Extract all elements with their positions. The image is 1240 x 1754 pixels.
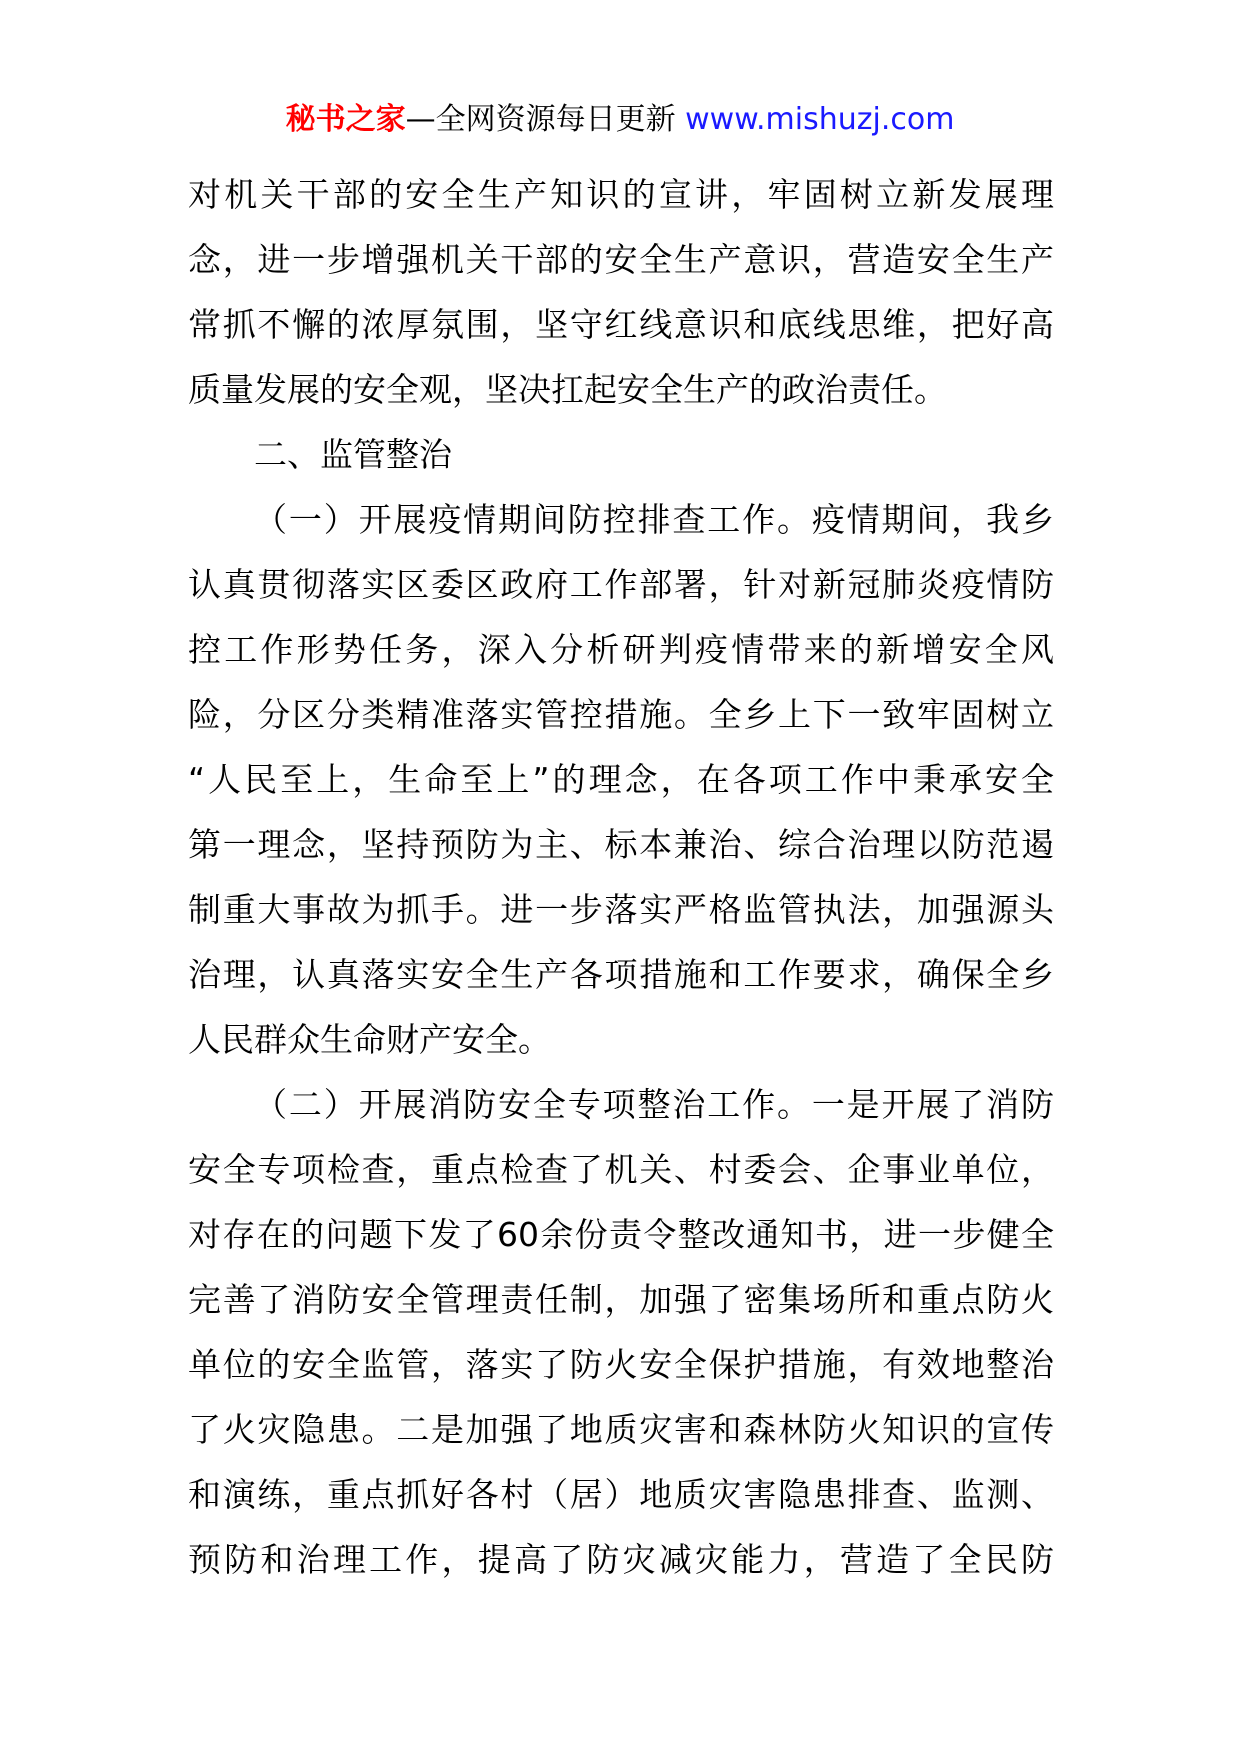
section-heading: 二、监管整治 bbox=[254, 435, 452, 474]
page-header bbox=[0, 98, 1240, 142]
text-line: 常抓不懈的浓厚氛围，坚守红线意识和底线思维，把好高 bbox=[188, 305, 1054, 344]
text-line: 对机关干部的安全生产知识的宣讲，牢固树立新发展理 bbox=[188, 175, 1054, 214]
text-line: 念，进一步增强机关干部的安全生产意识，营造安全生产 bbox=[188, 240, 1054, 279]
text-line: 对存在的问题下发了60余份责令整改通知书，进一步健全 bbox=[188, 1215, 1054, 1254]
brand-name: 秘书之家 bbox=[285, 102, 406, 137]
text-line: 和演练，重点抓好各村（居）地质灾害隐患排查、监测、 bbox=[188, 1475, 1054, 1514]
document-body bbox=[188, 162, 1054, 1592]
text-line: 了火灾隐患。二是加强了地质灾害和森林防火知识的宣传 bbox=[188, 1410, 1054, 1449]
text-line: （一）开展疫情期间防控排查工作。疫情期间，我乡 bbox=[254, 500, 1054, 539]
text-line: 险，分区分类精准落实管控措施。全乡上下一致牢固树立 bbox=[188, 695, 1054, 734]
text-line: 预防和治理工作，提高了防灾减灾能力，营造了全民防 bbox=[188, 1540, 1054, 1579]
text-line: “人民至上，生命至上”的理念，在各项工作中秉承安全 bbox=[188, 760, 1054, 799]
text-line: 治理，认真落实安全生产各项措施和工作要求，确保全乡 bbox=[188, 955, 1054, 994]
text-line: （二）开展消防安全专项整治工作。一是开展了消防 bbox=[254, 1085, 1054, 1124]
text-line: 单位的安全监管，落实了防火安全保护措施，有效地整治 bbox=[188, 1345, 1054, 1384]
text-line: 安全专项检查，重点检查了机关、村委会、企事业单位， bbox=[188, 1150, 1054, 1189]
text-line: 质量发展的安全观，坚决扛起安全生产的政治责任。 bbox=[188, 370, 947, 409]
text-line: 认真贯彻落实区委区政府工作部署，针对新冠肺炎疫情防 bbox=[188, 565, 1054, 604]
text-line: 控工作形势任务，深入分析研判疫情带来的新增安全风 bbox=[188, 630, 1054, 669]
header-tagline: —全网资源每日更新 bbox=[405, 102, 676, 137]
site-url[interactable]: www.mishuzj.com bbox=[685, 102, 955, 137]
text-line: 第一理念，坚持预防为主、标本兼治、综合治理以防范遏 bbox=[188, 825, 1054, 864]
text-line: 人民群众生命财产安全。 bbox=[188, 1020, 551, 1059]
text-line: 制重大事故为抓手。进一步落实严格监管执法，加强源头 bbox=[188, 890, 1054, 929]
text-line: 完善了消防安全管理责任制，加强了密集场所和重点防火 bbox=[188, 1280, 1054, 1319]
